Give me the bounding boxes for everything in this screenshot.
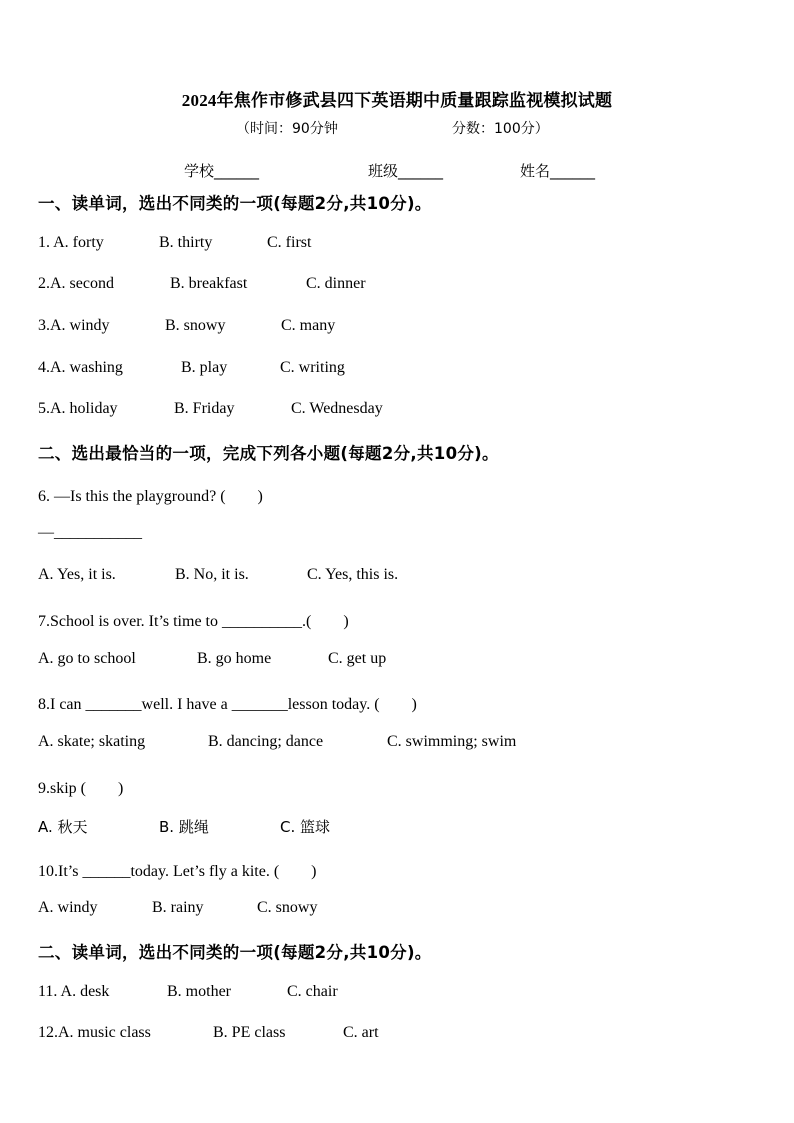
section-heading-2: 二、选出最恰当的一项，完成下列各小题(每题2分,共10分)。 <box>38 444 499 463</box>
question-2-a: 2.A. second <box>38 275 114 292</box>
question-10-c: C. snowy <box>257 899 318 916</box>
question-8-c: C. swimming; swim <box>387 733 517 750</box>
question-7-stem: 7.School is over. It’s time to __________.( ) <box>38 613 349 630</box>
name-field: 姓名______ <box>520 162 596 180</box>
question-9-a: A. 秋天 <box>38 818 88 836</box>
question-2-c: C. dinner <box>306 275 366 292</box>
exam-time: （时间：90分钟 <box>236 121 338 137</box>
question-7-c: C. get up <box>328 650 387 667</box>
question-3-b: B. snowy <box>165 317 226 334</box>
question-6-blank: —___________ <box>38 524 142 541</box>
section-heading-3: 二、读单词，选出不同类的一项(每题2分,共10分)。 <box>38 943 432 962</box>
question-5-b: B. Friday <box>174 400 235 417</box>
question-6-b: B. No, it is. <box>175 566 249 583</box>
section-heading-1: 一、读单词，选出不同类的一项(每题2分,共10分)。 <box>38 194 432 213</box>
question-6-a: A. Yes, it is. <box>38 566 116 583</box>
question-4-c: C. writing <box>280 359 345 376</box>
question-3-a: 3.A. windy <box>38 317 110 334</box>
class-field: 班级______ <box>368 162 444 180</box>
question-12-b: B. PE class <box>213 1024 286 1041</box>
exam-score: 分数：100分） <box>452 121 549 137</box>
question-2-b: B. breakfast <box>170 275 248 292</box>
question-10-stem: 10.It’s ______today. Let’s fly a kite. ( ) <box>38 863 317 880</box>
question-11-c: C. chair <box>287 983 338 1000</box>
question-3-c: C. many <box>281 317 336 334</box>
question-12-a: 12.A. music class <box>38 1024 151 1041</box>
question-11-a: 11. A. desk <box>38 983 110 1000</box>
question-7-b: B. go home <box>197 650 272 667</box>
question-10-b: B. rainy <box>152 899 204 916</box>
question-9-stem: 9.skip ( ) <box>38 780 124 797</box>
question-11-b: B. mother <box>167 983 231 1000</box>
question-4-b: B. play <box>181 359 228 376</box>
question-8-stem: 8.I can _______well. I have a _______lesson today. ( ) <box>38 696 417 713</box>
question-8-a: A. skate; skating <box>38 733 146 750</box>
question-1-a: 1. A. forty <box>38 234 104 251</box>
question-1-b: B. thirty <box>159 234 213 251</box>
page-title: 2024年焦作市修武县四下英语期中质量跟踪监视模拟试题 <box>181 91 613 110</box>
question-7-a: A. go to school <box>38 650 136 667</box>
school-field: 学校______ <box>184 162 260 180</box>
question-10-a: A. windy <box>38 899 98 916</box>
question-9-b: B. 跳绳 <box>159 818 209 836</box>
question-6-stem: 6. —Is this the playground? ( ) <box>38 488 263 505</box>
question-9-c: C. 篮球 <box>280 818 331 836</box>
question-6-c: C. Yes, this is. <box>307 566 399 583</box>
question-5-c: C. Wednesday <box>291 400 383 417</box>
question-8-b: B. dancing; dance <box>208 733 324 750</box>
question-5-a: 5.A. holiday <box>38 400 118 417</box>
question-12-c: C. art <box>343 1024 379 1041</box>
question-1-c: C. first <box>267 234 312 251</box>
question-4-a: 4.A. washing <box>38 359 123 376</box>
